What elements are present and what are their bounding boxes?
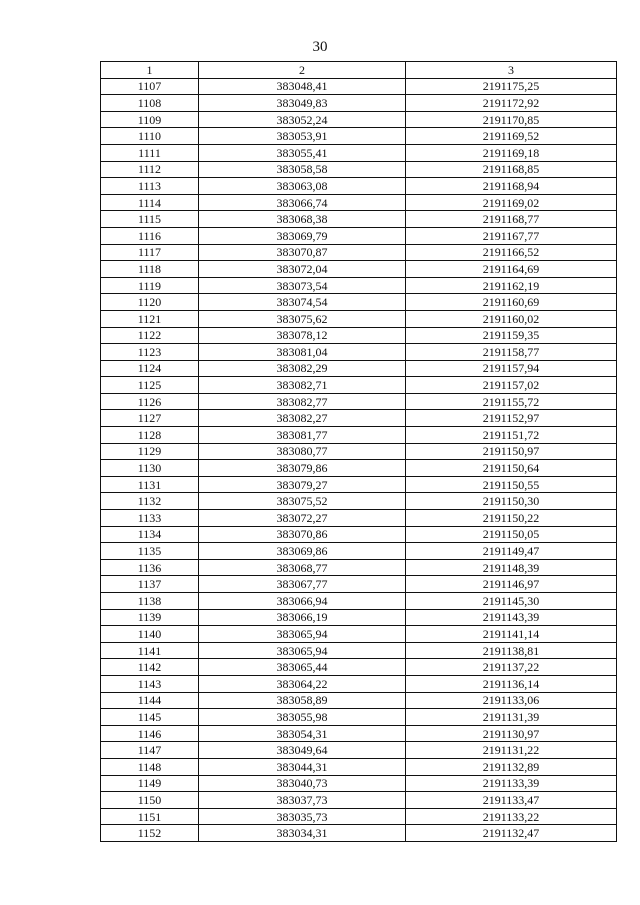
cell-x-coordinate: 383072,04 [199,261,406,278]
cell-point-number: 1113 [101,178,199,195]
cell-x-coordinate: 383058,58 [199,161,406,178]
cell-x-coordinate: 383072,27 [199,510,406,527]
table-row [101,178,617,195]
table-row [101,593,617,610]
cell-x-coordinate: 383066,74 [199,194,406,211]
cell-y-coordinate: 2191157,94 [406,360,617,377]
cell-point-number: 1127 [101,410,199,427]
table-row [101,675,617,692]
cell-y-coordinate: 2191169,52 [406,128,617,145]
cell-point-number: 1123 [101,344,199,361]
cell-y-coordinate: 2191150,05 [406,526,617,543]
cell-x-coordinate: 383037,73 [199,792,406,809]
cell-y-coordinate: 2191149,47 [406,543,617,560]
cell-y-coordinate: 2191162,19 [406,277,617,294]
table-row [101,543,617,560]
cell-x-coordinate: 383065,94 [199,626,406,643]
cell-x-coordinate: 383066,19 [199,609,406,626]
cell-x-coordinate: 383064,22 [199,675,406,692]
cell-x-coordinate: 383067,77 [199,576,406,593]
cell-point-number: 1130 [101,460,199,477]
cell-point-number: 1135 [101,543,199,560]
cell-point-number: 1151 [101,808,199,825]
cell-x-coordinate: 383079,27 [199,476,406,493]
cell-point-number: 1118 [101,261,199,278]
table-row [101,758,617,775]
cell-point-number: 1147 [101,742,199,759]
cell-x-coordinate: 383070,87 [199,244,406,261]
cell-x-coordinate: 383040,73 [199,775,406,792]
cell-point-number: 1114 [101,194,199,211]
cell-x-coordinate: 383074,54 [199,294,406,311]
cell-point-number: 1125 [101,377,199,394]
cell-y-coordinate: 2191152,97 [406,410,617,427]
cell-point-number: 1129 [101,443,199,460]
table-row [101,443,617,460]
table-row [101,128,617,145]
table-row [101,78,617,95]
table-row [101,725,617,742]
cell-point-number: 1144 [101,692,199,709]
cell-y-coordinate: 2191160,02 [406,310,617,327]
table-row [101,642,617,659]
cell-y-coordinate: 2191160,69 [406,294,617,311]
cell-point-number: 1142 [101,659,199,676]
table-row [101,111,617,128]
cell-x-coordinate: 383075,52 [199,493,406,510]
cell-x-coordinate: 383068,77 [199,559,406,576]
cell-y-coordinate: 2191150,55 [406,476,617,493]
cell-point-number: 1139 [101,609,199,626]
cell-y-coordinate: 2191132,47 [406,825,617,842]
cell-y-coordinate: 2191131,39 [406,709,617,726]
cell-x-coordinate: 383078,12 [199,327,406,344]
cell-point-number: 1134 [101,526,199,543]
cell-x-coordinate: 383044,31 [199,758,406,775]
cell-y-coordinate: 2191130,97 [406,725,617,742]
cell-point-number: 1146 [101,725,199,742]
cell-y-coordinate: 2191158,77 [406,344,617,361]
cell-point-number: 1132 [101,493,199,510]
cell-x-coordinate: 383058,89 [199,692,406,709]
cell-x-coordinate: 383049,83 [199,95,406,112]
table-row [101,95,617,112]
cell-y-coordinate: 2191133,06 [406,692,617,709]
cell-y-coordinate: 2191143,39 [406,609,617,626]
column-header-x: 2 [199,62,406,79]
cell-x-coordinate: 383034,31 [199,825,406,842]
cell-point-number: 1150 [101,792,199,809]
cell-point-number: 1109 [101,111,199,128]
cell-point-number: 1116 [101,227,199,244]
cell-y-coordinate: 2191131,22 [406,742,617,759]
cell-y-coordinate: 2191168,85 [406,161,617,178]
cell-y-coordinate: 2191164,69 [406,261,617,278]
cell-y-coordinate: 2191172,92 [406,95,617,112]
cell-y-coordinate: 2191145,30 [406,593,617,610]
cell-x-coordinate: 383070,86 [199,526,406,543]
cell-point-number: 1136 [101,559,199,576]
cell-point-number: 1149 [101,775,199,792]
table-row [101,410,617,427]
cell-y-coordinate: 2191138,81 [406,642,617,659]
table-row [101,161,617,178]
table-row [101,526,617,543]
cell-y-coordinate: 2191141,14 [406,626,617,643]
cell-point-number: 1148 [101,758,199,775]
cell-point-number: 1121 [101,310,199,327]
cell-point-number: 1152 [101,825,199,842]
table-row [101,709,617,726]
cell-point-number: 1120 [101,294,199,311]
cell-x-coordinate: 383065,44 [199,659,406,676]
cell-x-coordinate: 383082,27 [199,410,406,427]
cell-y-coordinate: 2191169,02 [406,194,617,211]
cell-x-coordinate: 383080,77 [199,443,406,460]
table-row [101,211,617,228]
cell-y-coordinate: 2191168,94 [406,178,617,195]
cell-x-coordinate: 383069,79 [199,227,406,244]
table-row [101,144,617,161]
cell-point-number: 1128 [101,427,199,444]
cell-x-coordinate: 383052,24 [199,111,406,128]
table-body [101,78,617,841]
cell-y-coordinate: 2191166,52 [406,244,617,261]
cell-y-coordinate: 2191169,18 [406,144,617,161]
cell-point-number: 1138 [101,593,199,610]
cell-x-coordinate: 383073,54 [199,277,406,294]
cell-y-coordinate: 2191150,30 [406,493,617,510]
cell-x-coordinate: 383082,77 [199,393,406,410]
column-header-y: 3 [406,62,617,79]
table-row [101,775,617,792]
cell-y-coordinate: 2191155,72 [406,393,617,410]
cell-x-coordinate: 383082,29 [199,360,406,377]
cell-point-number: 1131 [101,476,199,493]
cell-y-coordinate: 2191157,02 [406,377,617,394]
cell-point-number: 1133 [101,510,199,527]
cell-x-coordinate: 383069,86 [199,543,406,560]
cell-point-number: 1126 [101,393,199,410]
table-row [101,327,617,344]
cell-x-coordinate: 383068,38 [199,211,406,228]
cell-x-coordinate: 383066,94 [199,593,406,610]
cell-x-coordinate: 383082,71 [199,377,406,394]
cell-y-coordinate: 2191167,77 [406,227,617,244]
cell-point-number: 1110 [101,128,199,145]
cell-y-coordinate: 2191150,22 [406,510,617,527]
cell-point-number: 1122 [101,327,199,344]
table-row [101,277,617,294]
cell-y-coordinate: 2191146,97 [406,576,617,593]
table-row [101,792,617,809]
cell-point-number: 1111 [101,144,199,161]
cell-y-coordinate: 2191148,39 [406,559,617,576]
table-row [101,393,617,410]
cell-x-coordinate: 383048,41 [199,78,406,95]
cell-y-coordinate: 2191133,47 [406,792,617,809]
cell-x-coordinate: 383055,98 [199,709,406,726]
table-row [101,510,617,527]
table-row [101,493,617,510]
table-row [101,344,617,361]
cell-y-coordinate: 2191133,22 [406,808,617,825]
cell-point-number: 1107 [101,78,199,95]
cell-x-coordinate: 383081,77 [199,427,406,444]
table-row [101,559,617,576]
cell-y-coordinate: 2191150,64 [406,460,617,477]
cell-point-number: 1108 [101,95,199,112]
cell-y-coordinate: 2191132,89 [406,758,617,775]
cell-x-coordinate: 383055,41 [199,144,406,161]
cell-point-number: 1137 [101,576,199,593]
table-row [101,808,617,825]
cell-point-number: 1112 [101,161,199,178]
cell-point-number: 1119 [101,277,199,294]
column-header-point: 1 [101,62,199,79]
cell-x-coordinate: 383035,73 [199,808,406,825]
table-row [101,476,617,493]
cell-x-coordinate: 383079,86 [199,460,406,477]
table-row [101,626,617,643]
page-number: 30 [312,39,328,55]
cell-y-coordinate: 2191175,25 [406,78,617,95]
table-row [101,427,617,444]
cell-point-number: 1117 [101,244,199,261]
coordinates-table [100,61,617,842]
cell-y-coordinate: 2191168,77 [406,211,617,228]
cell-x-coordinate: 383054,31 [199,725,406,742]
cell-y-coordinate: 2191151,72 [406,427,617,444]
cell-point-number: 1115 [101,211,199,228]
table-row [101,609,617,626]
cell-y-coordinate: 2191136,14 [406,675,617,692]
cell-y-coordinate: 2191170,85 [406,111,617,128]
cell-point-number: 1143 [101,675,199,692]
cell-y-coordinate: 2191159,35 [406,327,617,344]
cell-y-coordinate: 2191133,39 [406,775,617,792]
cell-y-coordinate: 2191137,22 [406,659,617,676]
table-row [101,194,617,211]
cell-x-coordinate: 383049,64 [199,742,406,759]
table-row [101,244,617,261]
table-row [101,360,617,377]
cell-x-coordinate: 383063,08 [199,178,406,195]
table-row [101,659,617,676]
table-row [101,294,617,311]
table-row [101,310,617,327]
cell-point-number: 1124 [101,360,199,377]
cell-point-number: 1145 [101,709,199,726]
cell-x-coordinate: 383081,04 [199,344,406,361]
table-row [101,460,617,477]
table-row [101,742,617,759]
cell-x-coordinate: 383065,94 [199,642,406,659]
table-row [101,377,617,394]
table-row [101,692,617,709]
cell-x-coordinate: 383053,91 [199,128,406,145]
table-row [101,576,617,593]
table-header-row [101,62,617,79]
cell-point-number: 1141 [101,642,199,659]
table-row [101,261,617,278]
cell-y-coordinate: 2191150,97 [406,443,617,460]
table-row [101,227,617,244]
table-row [101,825,617,842]
cell-x-coordinate: 383075,62 [199,310,406,327]
cell-point-number: 1140 [101,626,199,643]
